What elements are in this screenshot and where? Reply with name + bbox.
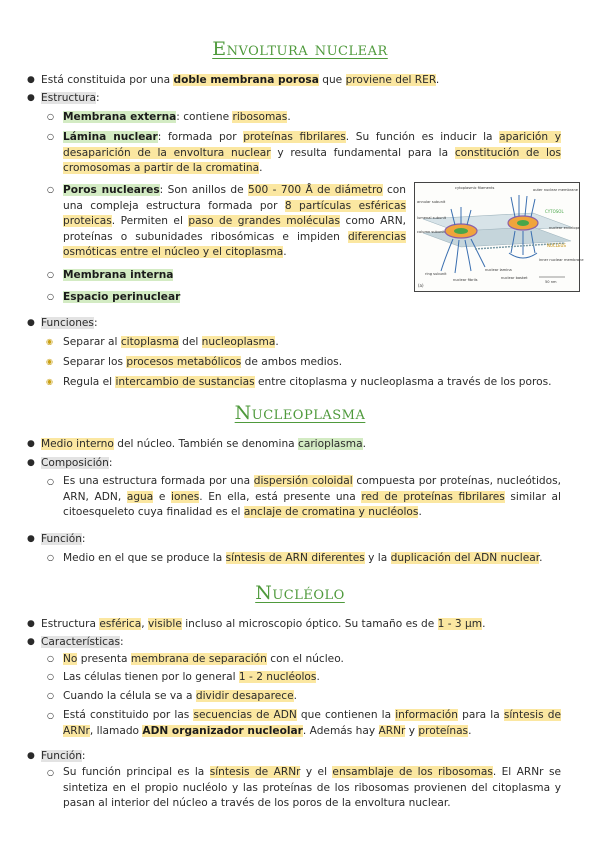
label-cytoplasmic-filaments: cytoplasmic filaments	[455, 186, 495, 190]
bullet-dot: ●	[27, 318, 35, 328]
bullet-circle: ○	[47, 185, 54, 194]
caracteristica-1: No presenta membrana de separación con el núcleo.	[63, 653, 344, 665]
funcion-1: Separar al citoplasma del nucleoplasma.	[63, 336, 279, 348]
bullet-circle: ○	[47, 477, 54, 486]
bullet-circle: ○	[47, 132, 54, 141]
funcion-nucleolo: Su función principal es la síntesis de ARNr y el ensamblaje de los ribosomas. El ARNr se sintetiza en el propio nucléolo y las proteínas de los ribosomas provienen del citoplasma y pasan al interior del núcleo a través de los poros de la envoltura nuclear.	[63, 766, 561, 809]
label-inner-membrane: inner nuclear membrane	[539, 258, 584, 262]
bullet-circle: ○	[47, 270, 54, 279]
bullet-dot: ●	[27, 751, 35, 761]
heading-nucleolo: Nucléolo	[255, 582, 345, 604]
label-nuclear-lamina: nuclear lamina	[485, 268, 512, 272]
bullet-dot: ●	[27, 439, 35, 449]
nuclear-pore-diagram	[415, 183, 584, 291]
bullet-circle: ○	[47, 112, 54, 121]
label-cytosol: CYTOSOL	[545, 209, 564, 214]
bullet-circle-highlight: ◉	[46, 357, 53, 366]
label-ring-subunit: ring subunit	[425, 272, 447, 276]
funciones-label: Funciones:	[41, 317, 98, 329]
envoltura-intro: Está constituida por una doble membrana porosa que proviene del RER.	[41, 74, 440, 86]
funcion-3: Regula el intercambio de sustancias entre citoplasma y nucleoplasma a través de los poros.	[63, 376, 552, 388]
bullet-circle-highlight: ◉	[46, 337, 53, 346]
heading-envoltura-nuclear: Envoltura nuclear	[212, 38, 388, 60]
bullet-circle: ○	[47, 711, 54, 720]
bullet-circle: ○	[47, 768, 54, 777]
funcion-2: Separar los procesos metabólicos de ambos medios.	[63, 356, 343, 368]
bullet-dot: ●	[27, 93, 35, 103]
composicion-texto: Es una estructura formada por una dispersión coloidal compuesta por proteínas, nucleótidos, ARN, ADN, agua e iones. En ella, está presente una red de proteínas fibrilares similar al citoesqueleto cuya finalidad es el anclaje de cromatina y nucléolos.	[63, 475, 562, 518]
membrana-externa: Membrana externa: contiene ribosomas.	[63, 111, 291, 123]
label-outer-membrane: outer nuclear membrane	[533, 188, 578, 192]
composicion-label: Composición:	[41, 457, 113, 469]
bullet-dot: ●	[27, 458, 35, 468]
bullet-dot: ●	[27, 637, 35, 647]
heading-nucleoplasma: Nucleoplasma	[234, 402, 366, 424]
bullet-dot: ●	[27, 619, 35, 629]
caracteristica-3: Cuando la célula se va a dividir desaparece.	[63, 690, 297, 702]
label-nuclear-fibril: nuclear fibrils	[453, 278, 478, 282]
nuclear-pore-figure	[414, 182, 584, 292]
bullet-circle: ○	[47, 292, 54, 301]
bullet-dot: ●	[27, 534, 35, 544]
label-nuclear-basket: nuclear basket	[501, 276, 528, 280]
bullet-dot: ●	[27, 75, 35, 85]
funcion-nucleoplasma: Medio en el que se produce la síntesis de ARN diferentes y la duplicación del ADN nuclear.	[63, 552, 543, 564]
nucleoplasma-intro: Medio interno del núcleo. También se denomina carioplasma.	[41, 438, 366, 450]
label-panel: (a)	[418, 283, 424, 288]
bullet-circle: ○	[47, 654, 54, 663]
membrana-interna: Membrana interna	[63, 269, 174, 281]
lamina-nuclear: Lámina nuclear: formada por proteínas fibrilares. Su función es inducir la aparición y desaparición de la envoltura nuclear y resulta fundamental para la constitución de los cromosomas a partir de la cromatina.	[63, 131, 562, 174]
estructura-label: Estructura:	[41, 92, 100, 104]
espacio-perinuclear: Espacio perinuclear	[63, 291, 181, 303]
bullet-circle: ○	[47, 553, 54, 562]
funcion-label-nucleolo: Función:	[41, 750, 86, 762]
bullet-circle: ○	[47, 672, 54, 681]
nucleolo-intro: Estructura esférica, visible incluso al microscopio óptico. Su tamaño es de 1 - 3 µm.	[41, 618, 486, 630]
bullet-circle-highlight: ◉	[46, 377, 53, 386]
label-nuclear-envelope: nuclear envelope	[549, 226, 581, 230]
caracteristica-2: Las células tienen por lo general 1 - 2 nucléolos.	[63, 671, 320, 683]
label-scale: 50 nm	[545, 280, 557, 284]
bullet-circle: ○	[47, 691, 54, 700]
funcion-label-nucleoplasma: Función:	[41, 533, 86, 545]
label-column-subunit: column subunit	[417, 230, 445, 234]
label-nucleus: NUCLEUS	[547, 243, 566, 248]
caracteristicas-label: Características:	[41, 636, 124, 648]
label-annular-subunit: annular subunit	[417, 200, 446, 204]
poros-nucleares: Poros nucleares: Son anillos de 500 - 700 Å de diámetro con una compleja estructura formada por 8 partículas esféricas proteicas. Permiten el paso de grandes moléculas como ARN, proteínas o subunidades ribosómicas e impiden diferencias osmóticas entre el núcleo y el citoplasma.	[63, 184, 406, 258]
caracteristica-4: Está constituido por las secuencias de ADN que contienen la información para la síntesis de ARNr, llamado ADN organizador nucleolar. Además hay ARNr y proteínas.	[63, 709, 561, 737]
label-lumenal-subunit: lumenal subunit	[417, 216, 447, 220]
